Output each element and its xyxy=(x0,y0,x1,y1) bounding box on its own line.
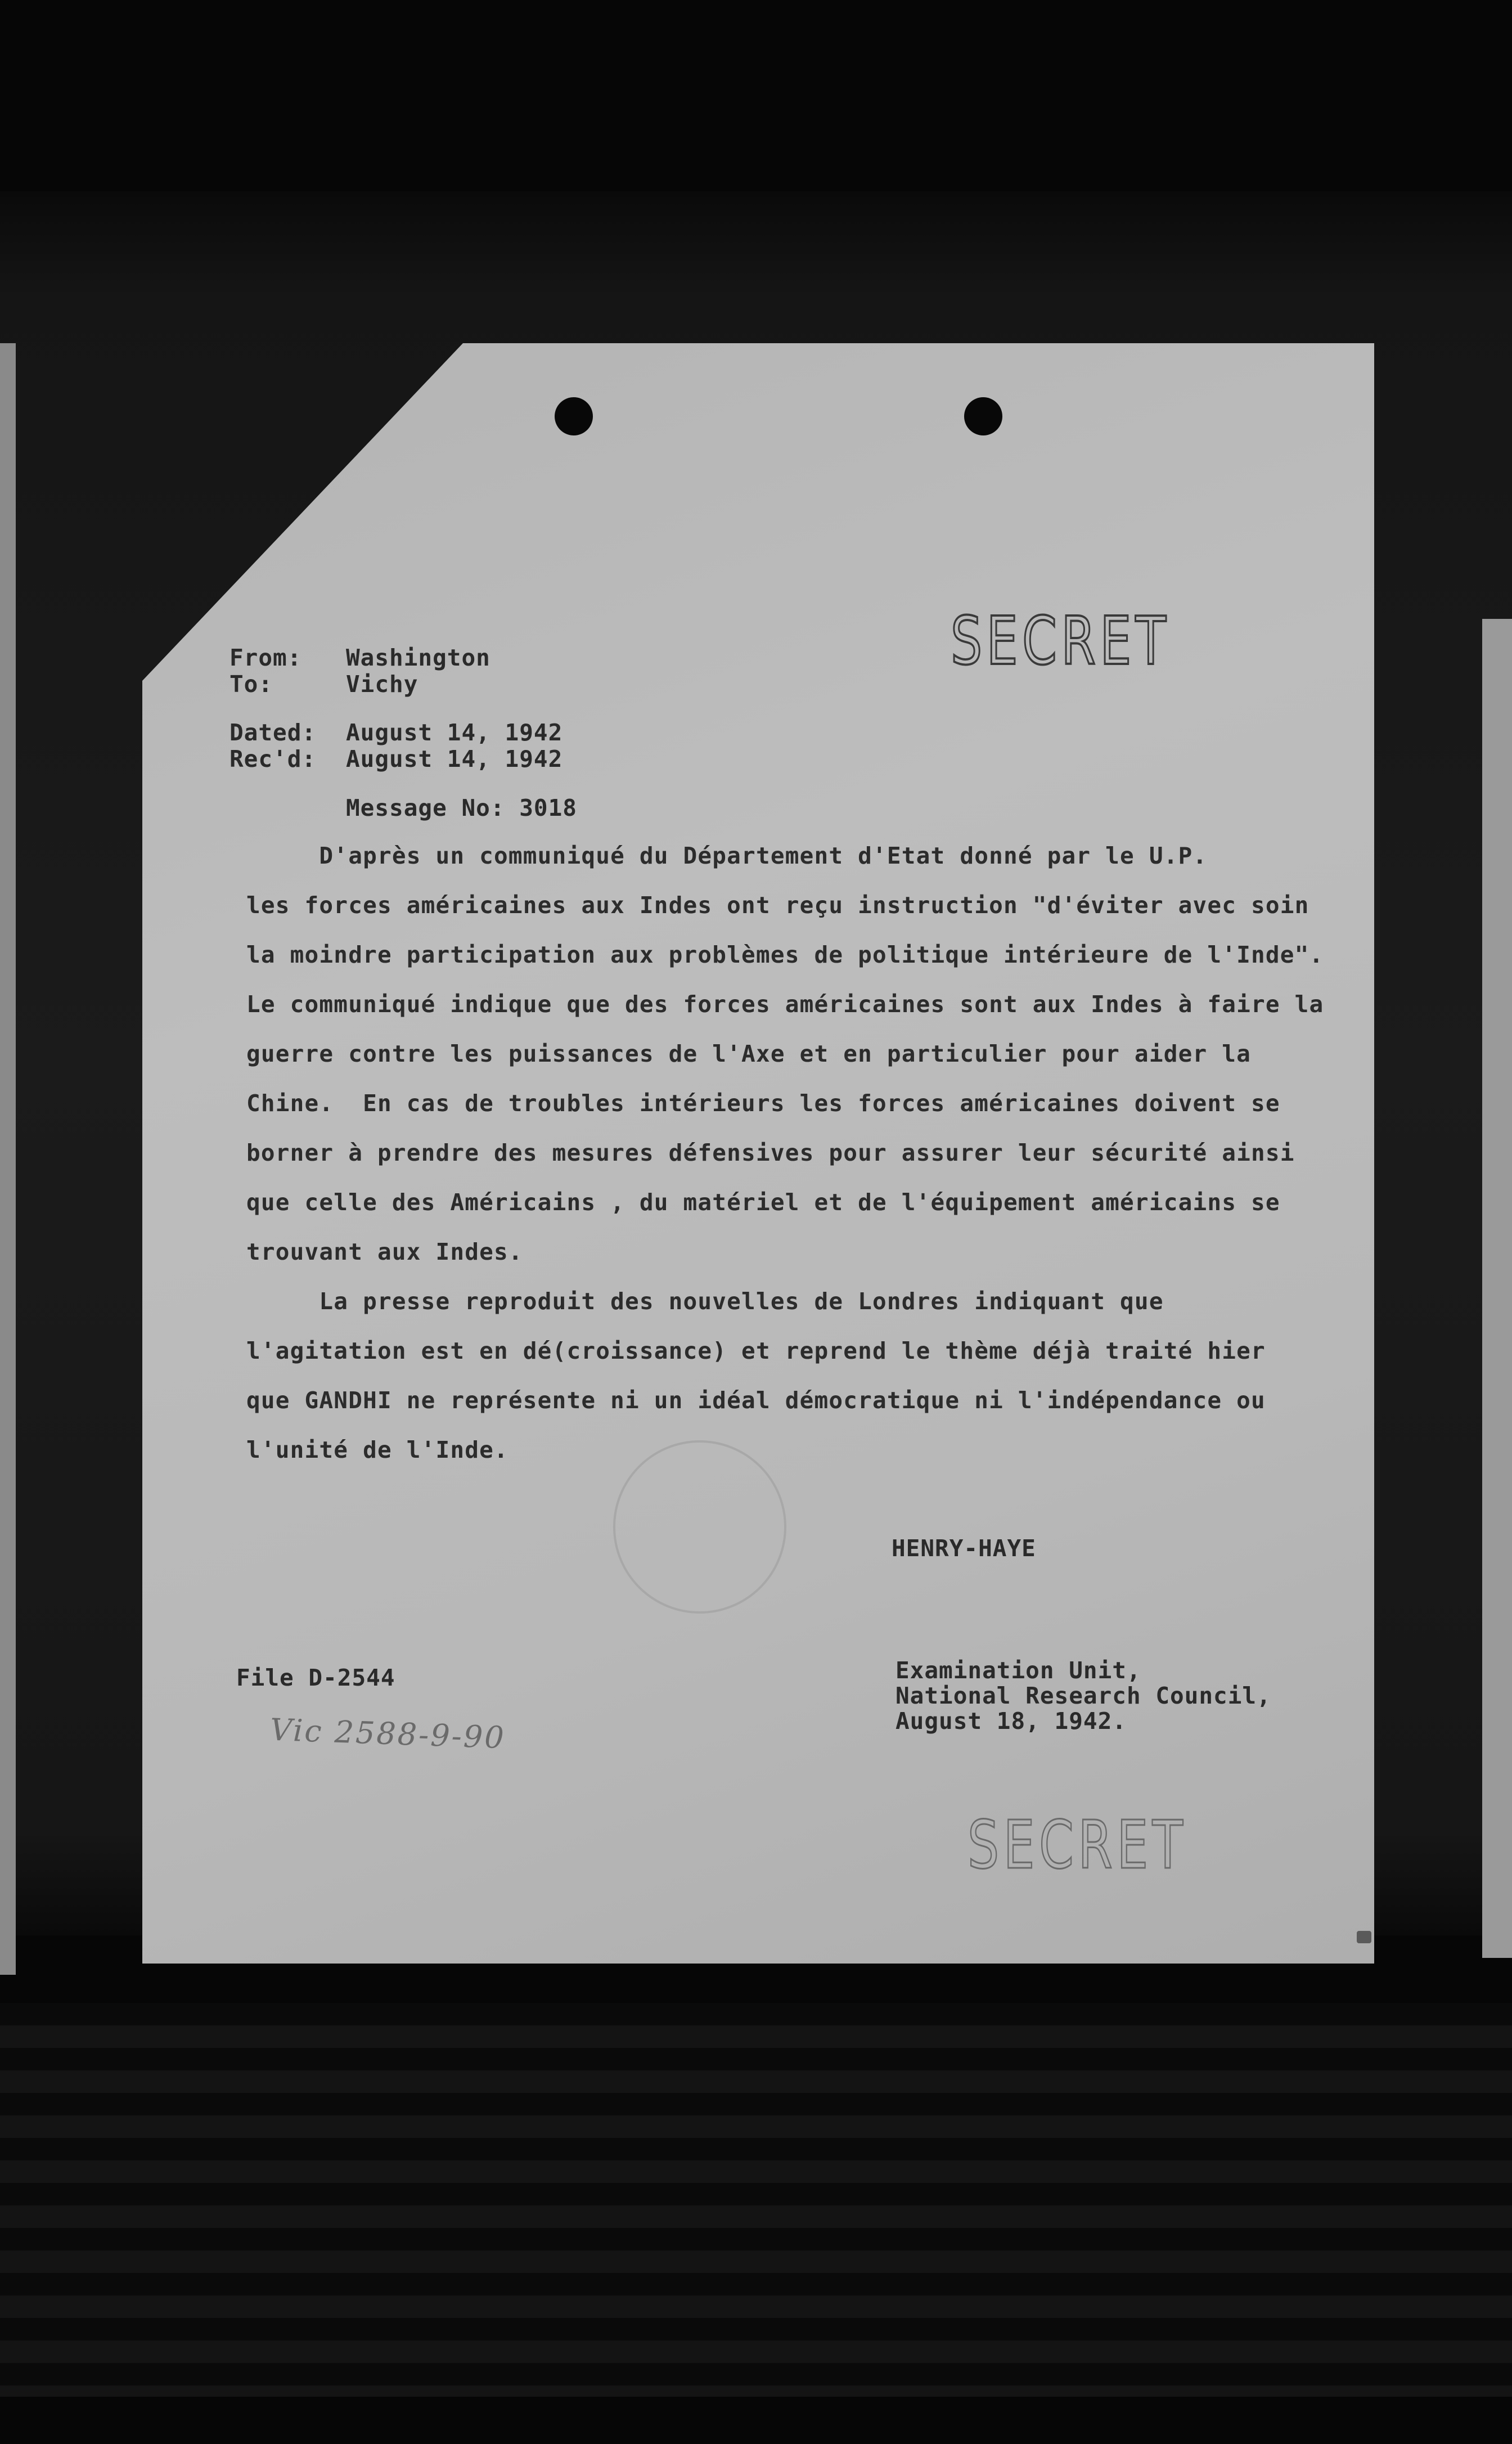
from-label: From: xyxy=(230,644,302,671)
body-line: que celle des Américains , du matériel et de l'équipement américains se xyxy=(246,1189,1280,1216)
punch-hole-left xyxy=(555,397,593,435)
file-number: File D-2544 xyxy=(236,1664,395,1691)
recd-label: Rec'd: xyxy=(230,745,317,772)
examination-unit-line: August 18, 1942. xyxy=(896,1708,1127,1735)
dated-label: Dated: xyxy=(230,719,317,746)
faint-seal-impression xyxy=(613,1440,786,1614)
body-line: trouvant aux Indes. xyxy=(246,1238,523,1265)
handwritten-reference: Vic 2588-9-90 xyxy=(269,1711,506,1756)
dated-value: August 14, 1942 xyxy=(346,719,563,746)
body-line: Le communiqué indique que des forces américaines sont aux Indes à faire la xyxy=(246,991,1324,1018)
examination-unit-line: Examination Unit, xyxy=(896,1657,1141,1684)
body-line: que GANDHI ne représente ni un idéal démocratique ni l'indépendance ou xyxy=(246,1387,1266,1414)
secret-stamp-bottom: SECRET xyxy=(968,1806,1187,1884)
punch-hole-right xyxy=(964,397,1002,435)
corner-mark xyxy=(1357,1931,1371,1943)
message-number: Message No: 3018 xyxy=(346,794,577,821)
recd-value: August 14, 1942 xyxy=(346,745,563,772)
body-line: D'après un communiqué du Département d'Etat donné par le U.P. xyxy=(246,842,1208,869)
adjacent-page-left xyxy=(0,343,16,1975)
body-line: Chine. En cas de troubles intérieurs les forces américaines doivent se xyxy=(246,1090,1280,1117)
film-bottom-bars xyxy=(0,2003,1512,2397)
body-line: les forces américaines aux Indes ont reçu instruction "d'éviter avec soin xyxy=(246,892,1310,919)
signature-name: HENRY-HAYE xyxy=(892,1535,1036,1562)
body-line: l'unité de l'Inde. xyxy=(246,1436,508,1463)
examination-unit-line: National Research Council, xyxy=(896,1682,1271,1709)
body-line: borner à prendre des mesures défensives pour assurer leur sécurité ainsi xyxy=(246,1139,1295,1166)
to-value: Vichy xyxy=(346,671,418,698)
secret-stamp-top: SECRET xyxy=(951,602,1171,680)
adjacent-page-right xyxy=(1482,619,1512,1958)
from-value: Washington xyxy=(346,644,490,671)
body-line: guerre contre les puissances de l'Axe et en particulier pour aider la xyxy=(246,1040,1252,1067)
body-line: La presse reproduit des nouvelles de Londres indiquant que xyxy=(246,1288,1164,1315)
body-line: la moindre participation aux problèmes de politique intérieure de l'Inde". xyxy=(246,941,1324,968)
body-line: l'agitation est en dé(croissance) et reprend le thème déjà traité hier xyxy=(246,1337,1266,1364)
to-label: To: xyxy=(230,671,273,698)
